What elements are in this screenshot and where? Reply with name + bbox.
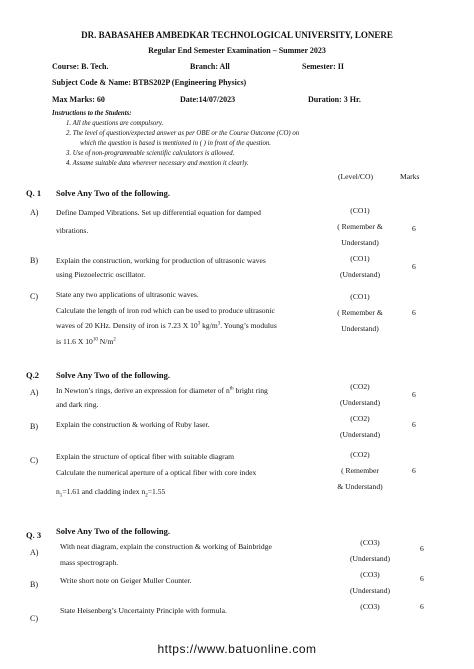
q2c-level: & Understand) <box>337 482 383 491</box>
q1a-text: Define Damped Vibrations. Set up differential equation for damped <box>56 208 261 217</box>
semester-label: Semester: II <box>302 62 344 71</box>
q1b-level: (Understand) <box>339 270 381 279</box>
q3a-text: mass spectrograph. <box>60 558 119 567</box>
instruction-item: which the question is based is mentioned in ( ) in front of the question. <box>80 140 271 147</box>
q3c-co: (CO3) <box>360 602 380 611</box>
q3c-text: State Heisenberg’s Uncertainty Principle with formula. <box>60 606 227 615</box>
q2c-level: ( Remember <box>341 466 379 475</box>
q2a-level: (Understand) <box>339 398 381 407</box>
subject-label: Subject Code & Name: BTBS202P (Engineering Physics) <box>52 78 247 87</box>
q2b-label: B) <box>30 422 38 431</box>
q3a-marks: 6 <box>420 544 424 553</box>
q1a-level: ( Remember & <box>337 222 383 231</box>
q3a-text: With neat diagram, explain the construction & working of Bainbridge <box>60 542 272 551</box>
q1a-co: (CO1) <box>350 206 370 215</box>
marks-header: Marks <box>400 172 420 181</box>
q2b-level: (Understand) <box>339 430 381 439</box>
q1c-label: C) <box>30 292 38 301</box>
q1c-level: Understand) <box>341 324 379 333</box>
q2a-co: (CO2) <box>350 382 370 391</box>
q1a-level: Understand) <box>341 238 379 247</box>
q1c-co: (CO1) <box>350 292 370 301</box>
q2a-marks: 6 <box>412 390 416 399</box>
course-label: Course: B. Tech. <box>52 62 109 71</box>
q2c-label: C) <box>30 456 38 465</box>
q1-heading: Solve Any Two of the following. <box>56 188 170 198</box>
q1b-co: (CO1) <box>350 254 370 263</box>
q2b-text: Explain the construction & working of Ruby laser. <box>56 420 210 429</box>
q1b-label: B) <box>30 256 38 265</box>
q3c-marks: 6 <box>420 602 424 611</box>
q1c-text: is 11.6 X $10^{10}$ $N/m^2$ <box>56 337 116 346</box>
q1c-text: Calculate the length of iron rod which can be used to produce ultrasonic <box>56 306 275 315</box>
q3b-text: Write short note on Geiger Muller Counter. <box>60 576 192 585</box>
exam-title: Regular End Semester Examination – Summer 2023 <box>148 46 326 55</box>
instruction-item: 4. Assume suitable data wherever necessary and mention it clearly. <box>66 160 249 167</box>
instruction-item: 1. All the questions are compulsory. <box>66 120 164 127</box>
q3a-label: A) <box>30 548 39 557</box>
q1a-text: vibrations. <box>56 226 89 235</box>
q2a-label: A) <box>30 388 39 397</box>
q1a-marks: 6 <box>412 224 416 233</box>
q1b-text: Explain the construction, working for production of ultrasonic waves <box>56 256 266 265</box>
q1c-text: waves of 20 KHz. Density of iron is 7.23 X $10^3$ $kg/m^3$. Young’s modulus <box>56 321 277 330</box>
q3a-level: (Understand) <box>349 554 391 563</box>
footer-url[interactable]: https://www.batuonline.com <box>157 642 317 656</box>
q2a-text: and dark ring. <box>56 400 99 409</box>
q3a-co: (CO3) <box>360 538 380 547</box>
q2a-text: In Newton’s rings, derive an expression for diameter of $n^{th}$ bright ring <box>56 386 268 395</box>
q2-heading: Solve Any Two of the following. <box>56 370 170 380</box>
max-marks-label: Max Marks: 60 <box>52 95 105 104</box>
q2c-marks: 6 <box>412 466 416 475</box>
q1c-text: State any two applications of ultrasonic waves. <box>56 290 199 299</box>
q2c-text: $n_1=1.61$ and cladding index $n_2=1.55$ <box>56 487 166 499</box>
q1a-label: A) <box>30 208 39 217</box>
q3-number: Q. 3 <box>26 530 42 540</box>
branch-label: Branch: All <box>190 62 230 71</box>
q2c-text: Explain the structure of optical fiber with suitable diagram <box>56 452 234 461</box>
q3b-level: (Understand) <box>349 586 391 595</box>
q2c-text: Calculate the numerical aperture of a optical fiber with core index <box>56 468 257 477</box>
q1c-marks: 6 <box>412 308 416 317</box>
q3-heading: Solve Any Two of the following. <box>56 526 170 536</box>
q2b-marks: 6 <box>412 420 416 429</box>
q1c-level: ( Remember & <box>337 308 383 317</box>
level-co-header: (Level/CO) <box>338 172 374 181</box>
q1-number: Q. 1 <box>26 188 42 198</box>
instruction-item: 3. Use of non-programmable scientific calculators is allowed. <box>66 150 235 157</box>
university-title: DR. BABASAHEB AMBEDKAR TECHNOLOGICAL UNIVERSITY, LONERE <box>81 30 393 40</box>
q3c-label: C) <box>30 614 38 623</box>
q2c-co: (CO2) <box>350 450 370 459</box>
instruction-item: 2. The level of question/expected answer as per OBE or the Course Outcome (CO) on <box>66 130 300 137</box>
q1b-marks: 6 <box>412 262 416 271</box>
q1b-text: using Piezoelectric oscillator. <box>56 270 146 279</box>
instructions-title: Instructions to the Students: <box>52 110 132 117</box>
q2-number: Q.2 <box>26 370 39 380</box>
date-label: Date:14/07/2023 <box>180 95 236 104</box>
q3b-marks: 6 <box>420 574 424 583</box>
q2b-co: (CO2) <box>350 414 370 423</box>
q3b-co: (CO3) <box>360 570 380 579</box>
q3b-label: B) <box>30 580 38 589</box>
duration-label: Duration: 3 Hr. <box>308 95 361 104</box>
